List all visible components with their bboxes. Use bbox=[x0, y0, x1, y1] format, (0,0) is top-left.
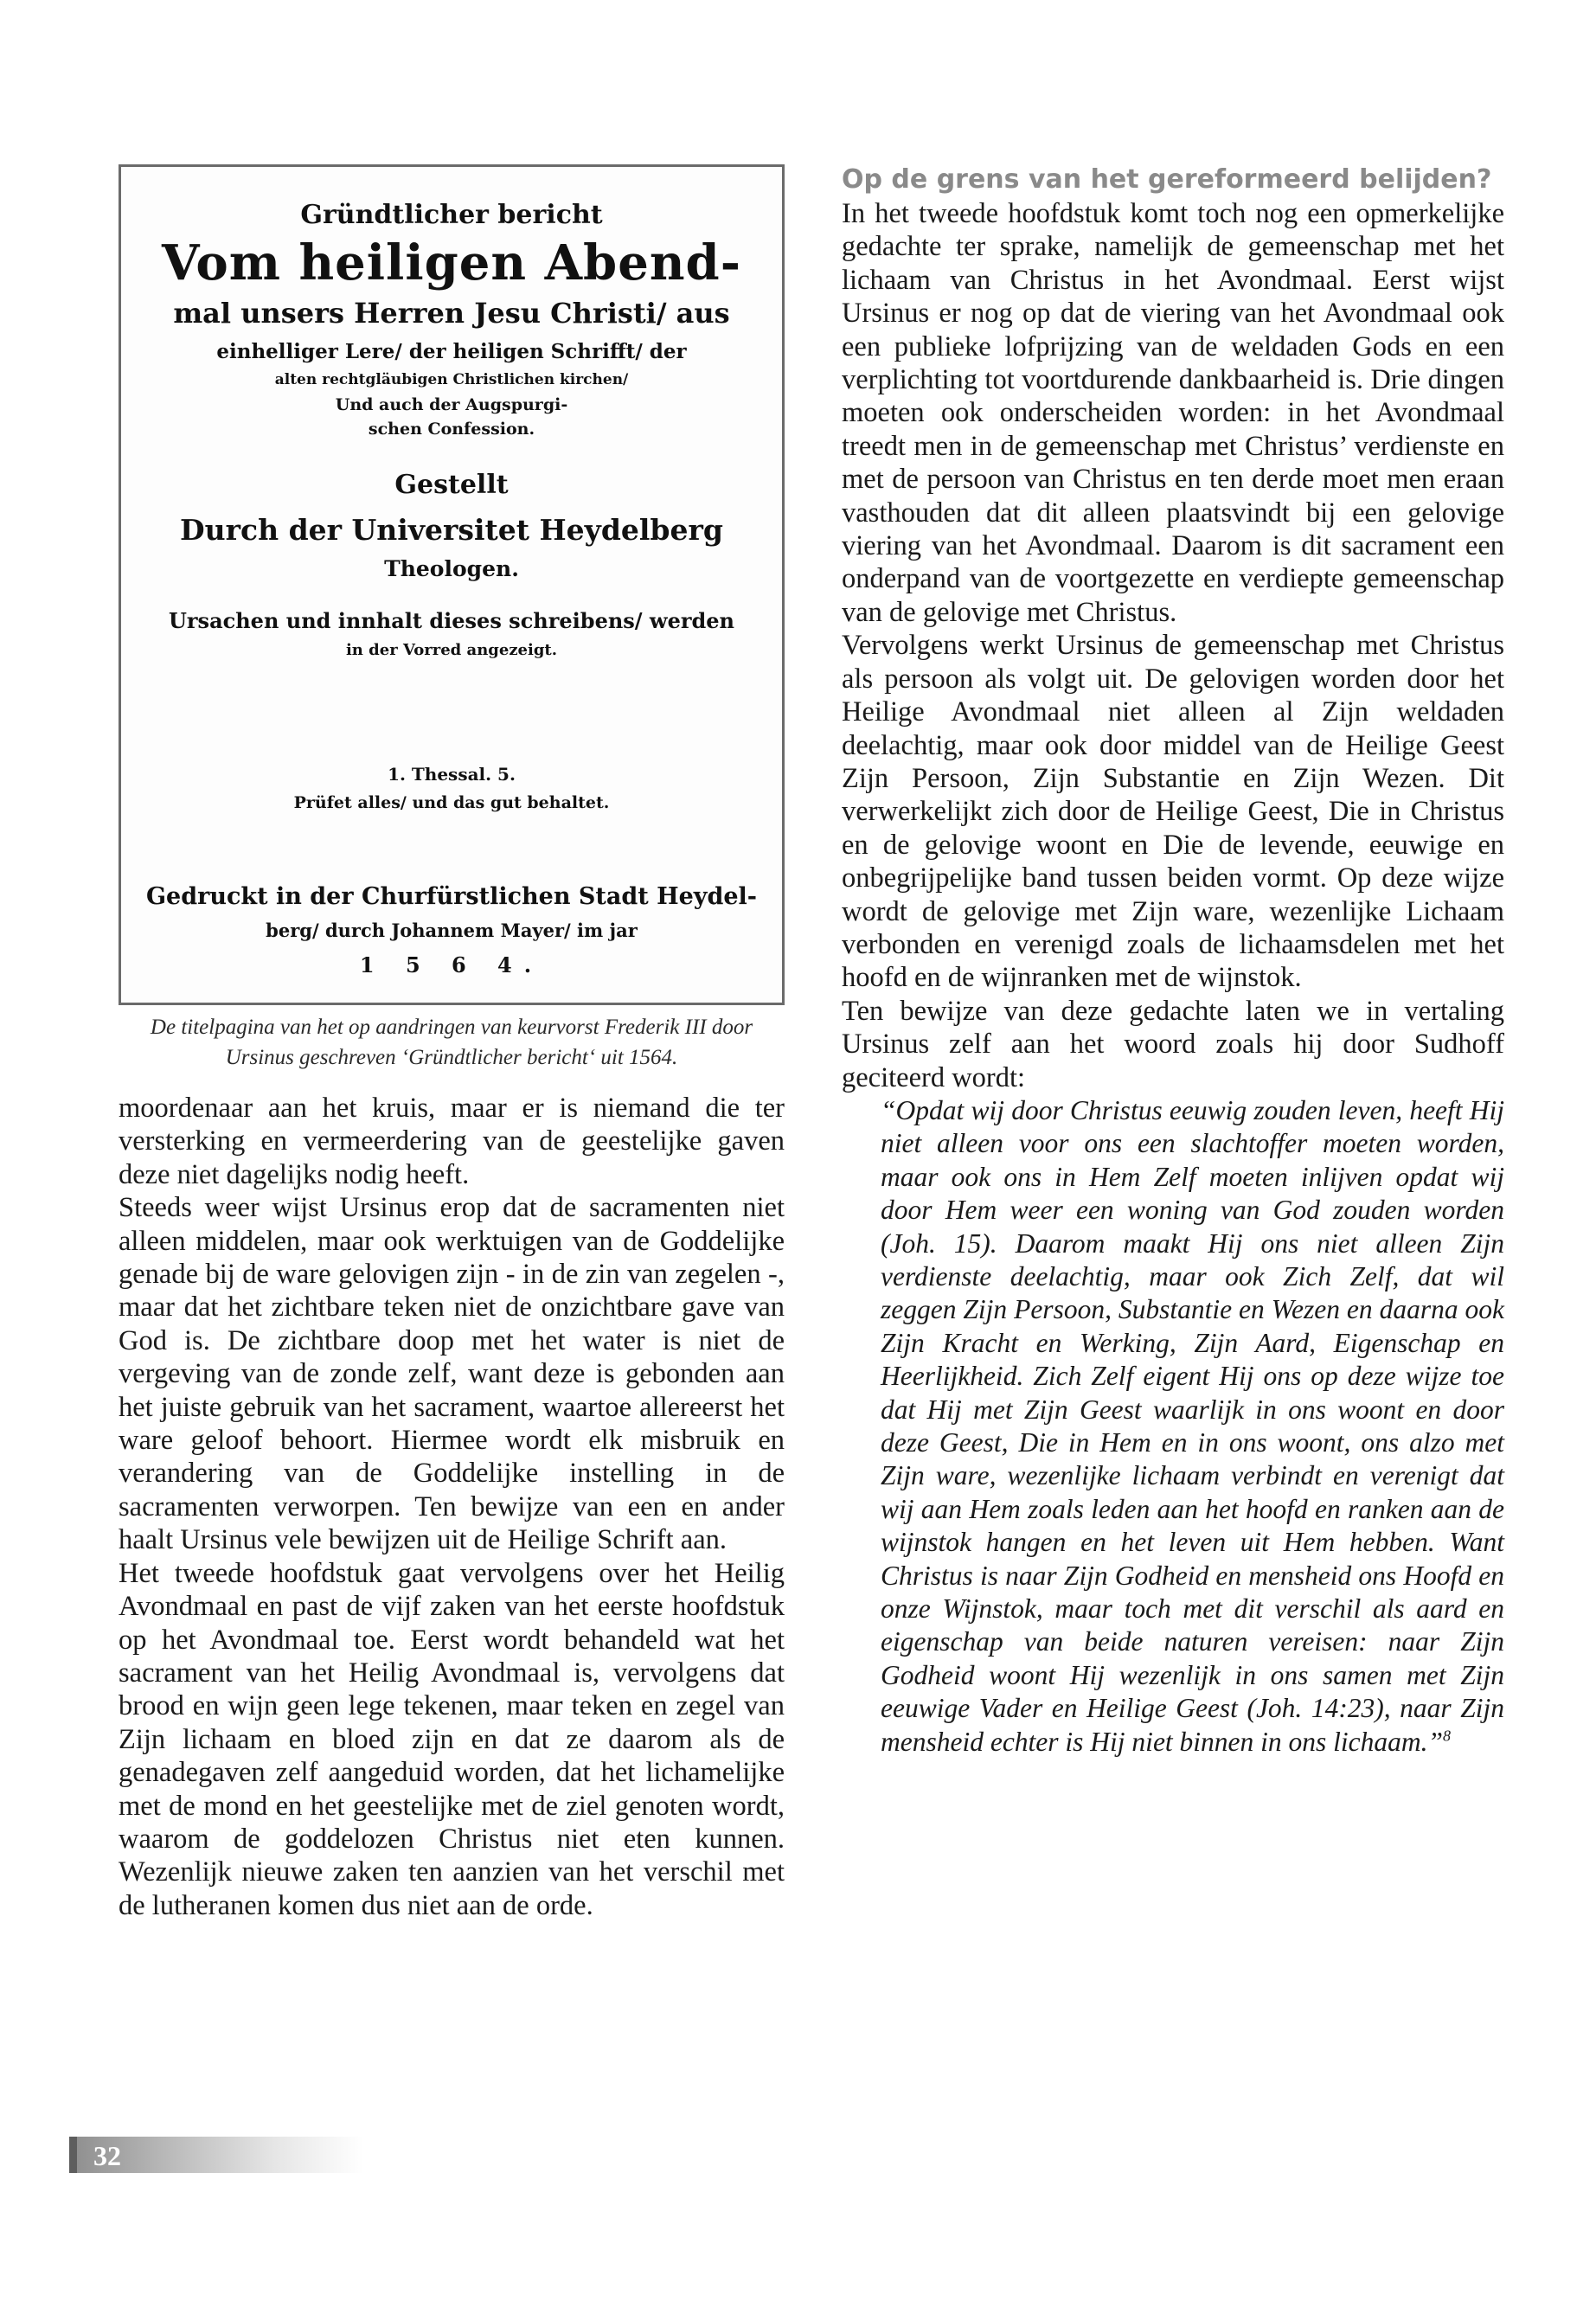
figure-line: mal unsers Herren Jesu Christi/ aus bbox=[173, 297, 730, 330]
figure-line: 1 5 6 4. bbox=[359, 952, 544, 977]
footer-bar-edge bbox=[69, 2137, 77, 2173]
paragraph: moordenaar aan het kruis, maar er is niemand die ter versterking en vermeerdering van de geestelijke gaven deze niet dagelijks nodig heeft. bbox=[119, 1093, 785, 1190]
paragraph: Ten bewijze van deze gedachte laten we in vertaling Ursinus zelf aan het woord zoals hij door Sudhoff geciteerd wordt: bbox=[842, 995, 1504, 1093]
figure-line: schen Confession. bbox=[368, 420, 535, 439]
page-number: 32 bbox=[93, 2140, 121, 2171]
figure-line: Gedruckt in der Churfürstlichen Stadt Heydel- bbox=[146, 883, 757, 910]
footnote-ref: 8 bbox=[1443, 1727, 1452, 1745]
quote-text: “Opdat wij door Christus eeuwig zouden leven, heeft Hij niet alleen voor ons een slachtoffer moeten worden, maar ook ons in Hem Zelf moeten inlijven opdat wij door Hem weer een woning van God zouden worden (Joh. 15). Daarom maakt Hij ons niet alleen Zijn verdienste deelachtig, maar ook Zich Zelf, dat wil zeggen Zijn Persoon, Substantie en Wezen en daarna ook Zijn Kracht en Werking, Zijn Aard, Eigenschap en Heerlijkheid. Zich Zelf eigent Hij ons op deze wijze toe dat Hij met Zijn Geest waarlijk in ons woont en door deze Geest, Die in Hem en in ons woont, ons alzo met Zijn ware, wezenlijke lichaam verbindt en verenigt dat wij aan Hem zoals leden aan het hoofd en ranken aan de wijnstok hangen en het leven uit Hem hebben. Want Christus is naar Zijn Godheid en mensheid ons Hoofd en onze Wijnstok, maar toch met dit verschil als aard en eigenschap van beide naturen vereisen: naar Zijn Godheid woont Hij wezenlijk in ons samen met Zijn eeuwige Vader en Heilige Geest (Joh. 14:23), naar Zijn mensheid echter is Hij niet binnen in ons lichaam.” bbox=[881, 1094, 1504, 1757]
title-page-image bbox=[119, 164, 785, 1005]
figure-line: 1. Thessal. 5. bbox=[388, 764, 516, 785]
figure-line: in der Vorred angezeigt. bbox=[345, 641, 558, 659]
section-heading: Op de grens van het gereformeerd belijden? bbox=[842, 164, 1492, 195]
figure-caption: De titelpagina van het op aandringen van keurvorst Frederik III door Ursinus geschreven ‘Gründtlicher bericht‘ uit 1564. bbox=[150, 1016, 753, 1069]
block-quote bbox=[881, 1094, 1504, 1759]
paragraph: Het tweede hoofdstuk gaat vervolgens over het Heilig Avondmaal en past de vijf zaken van het eerste hoofdstuk op het Avondmaal toe. Eerst wordt behandeld wat het sacrament van het Heilig Avondmaal is, vervolgens dat brood en wijn geen lege tekenen, maar teken en zegel van Zijn lichaam en bloed zijn en dat ze daarom als de genadegaven zelf aangeduid worden, dat het lichamelijke met de mond en het geestelijke met de ziel genoten wordt, waarom de goddelozen Christus niet eten kunnen. Wezenlijk nieuwe zaken ten aanzien van het verschil met de lutheranen komen dus niet aan de orde. bbox=[119, 1557, 785, 1921]
figure-line: Gründtlicher bericht bbox=[300, 200, 603, 230]
left-body-text bbox=[119, 1092, 785, 1922]
figure-line: einhelliger Lere/ der heiligen Schrifft/ der bbox=[216, 340, 687, 363]
paragraph: Steeds weer wijst Ursinus erop dat de sacramenten niet alleen middelen, maar ook werktuigen van de Goddelijke genade bij de ware gelovigen zijn - in de zin van zegelen -, maar dat het zichtbare teken niet de onzichtbare gave van God is. De zichtbare doop met het water is niet de vergeving van de zonde zelf, want deze is gebonden aan het juiste gebruik van het sacrament, waartoe allereerst het ware geloof behoort. Hiermee wordt elk misbruik en verandering van de Goddelijke instelling in de sacramenten verworpen. Ten bewijze van een en ander haalt Ursinus vele bewijzen uit de Heilige Schrift aan. bbox=[119, 1192, 785, 1556]
paragraph: In het tweede hoofdstuk komt toch nog een opmerkelijke gedachte ter sprake, namelijk de gemeenschap met het lichaam van Christus in het Avondmaal. Eerst wijst Ursinus er nog op dat de viering van het Avondmaal ook een publieke lofprijzing van de weldaden Gods en een verplichting tot voortdurende dankbaarheid is. Drie dingen moeten ook onderscheiden worden: in het Avondmaal treedt men in de gemeenschap met Christus’ verdienste en met de persoon van Christus en ten derde moet men eraan vasthouden dat dit alleen plaatsvindt bij een gelovige viering van het Avondmaal. Daarom is dit sacrament een onderpand van de voortgezette en verdiepte gemeenschap van de gelovige met Christus. bbox=[842, 198, 1504, 628]
figure-line: Durch der Universitet Heydelberg bbox=[180, 513, 723, 547]
figure-line: Und auch der Augspurgi- bbox=[335, 395, 568, 414]
right-body-text bbox=[842, 197, 1504, 1094]
paragraph: Vervolgens werkt Ursinus de gemeenschap met Christus als persoon als volgt uit. De gelovigen worden door het Heilige Avondmaal niet alleen al Zijn weldaden deelachtig, maar ook door middel van de Heilige Geest Zijn Persoon, Zijn Substantie en Zijn Wezen. Dit verwerkelijkt zich door de Heilige Geest, Die in Christus en de gelovige woont en Die de levende, eeuwige en onbegrijpelijke band tussen beiden vormt. Op deze wijze wordt de gelovige met Zijn ware, wezenlijke Lichaam verbonden en verenigd zoals de lichaamsdelen met het hoofd en de wijnranken met de wijnstok. bbox=[842, 630, 1504, 994]
figure-line: Vom heiligen Abend- bbox=[162, 234, 741, 292]
figure-line: Prüfet alles/ und das gut behaltet. bbox=[293, 793, 610, 812]
right-column bbox=[842, 163, 1504, 1759]
figure-line: berg/ durch Johannem Mayer/ im jar bbox=[266, 920, 638, 941]
figure-line: Ursachen und innhalt dieses schreibens/ werden bbox=[168, 608, 734, 633]
figure-line: Theologen. bbox=[384, 556, 519, 581]
figure-line: Gestellt bbox=[394, 470, 509, 500]
left-column bbox=[119, 164, 785, 1922]
figure-line: alten rechtgläubigen Christlichen kirchen/ bbox=[274, 371, 629, 388]
